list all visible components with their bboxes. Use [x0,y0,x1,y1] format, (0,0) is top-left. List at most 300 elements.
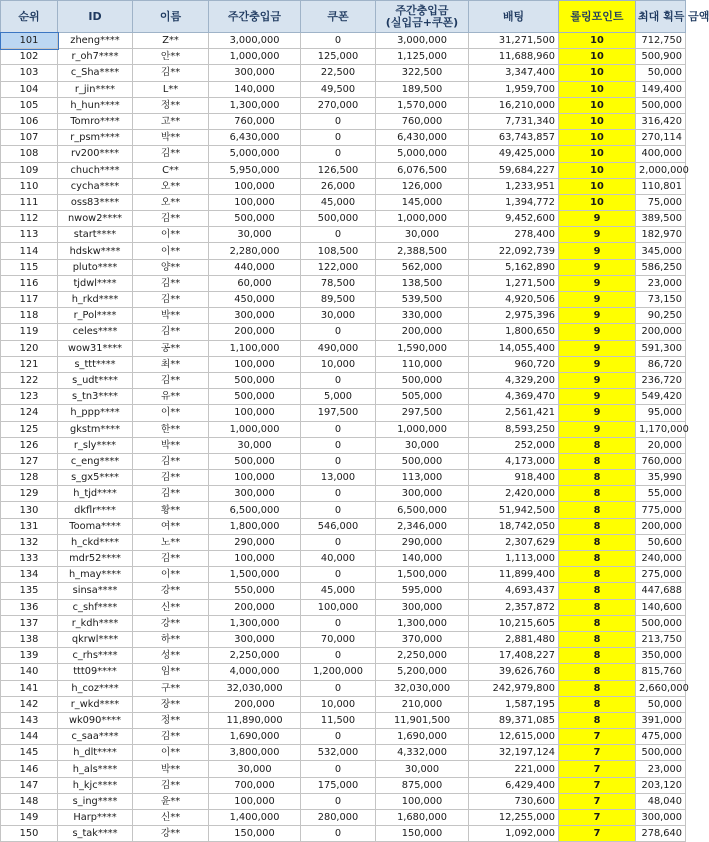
cell-total-deposit[interactable]: 100,000 [376,793,469,809]
cell-coupon[interactable]: 122,000 [301,259,376,275]
cell-coupon[interactable]: 0 [301,130,376,146]
cell-total-deposit[interactable]: 1,300,000 [376,615,469,631]
cell-rolling-point[interactable]: 7 [559,793,636,809]
cell-id[interactable]: cycha**** [58,178,133,194]
cell-max-win[interactable]: 200,000 [636,518,686,534]
cell-max-win[interactable]: 447,688 [636,583,686,599]
cell-total-deposit[interactable]: 595,000 [376,583,469,599]
cell-rank[interactable]: 105 [1,97,58,113]
cell-rank[interactable]: 115 [1,259,58,275]
cell-max-win[interactable]: 316,420 [636,113,686,129]
cell-rank[interactable]: 110 [1,178,58,194]
cell-weekly-deposit[interactable]: 100,000 [209,551,301,567]
cell-coupon[interactable]: 0 [301,33,376,49]
cell-total-deposit[interactable]: 145,000 [376,194,469,210]
cell-id[interactable]: hdskw**** [58,243,133,259]
cell-id[interactable]: h_als**** [58,761,133,777]
cell-total-deposit[interactable]: 300,000 [376,599,469,615]
cell-bet[interactable]: 49,425,000 [469,146,559,162]
cell-name[interactable]: 장** [133,696,209,712]
cell-max-win[interactable]: 400,000 [636,146,686,162]
cell-bet[interactable]: 2,975,396 [469,308,559,324]
cell-rolling-point[interactable]: 8 [559,712,636,728]
cell-bet[interactable]: 5,162,890 [469,259,559,275]
cell-weekly-deposit[interactable]: 100,000 [209,405,301,421]
cell-rolling-point[interactable]: 10 [559,130,636,146]
cell-total-deposit[interactable]: 30,000 [376,227,469,243]
cell-rolling-point[interactable]: 7 [559,826,636,842]
cell-coupon[interactable]: 126,500 [301,162,376,178]
cell-max-win[interactable]: 95,000 [636,405,686,421]
cell-id[interactable]: h_ppp**** [58,405,133,421]
cell-weekly-deposit[interactable]: 300,000 [209,631,301,647]
cell-rank[interactable]: 146 [1,761,58,777]
cell-max-win[interactable]: 760,000 [636,453,686,469]
cell-max-win[interactable]: 350,000 [636,648,686,664]
cell-coupon[interactable]: 22,500 [301,65,376,81]
cell-max-win[interactable]: 110,801 [636,178,686,194]
cell-max-win[interactable]: 55,000 [636,486,686,502]
cell-id[interactable]: r_Pol**** [58,308,133,324]
cell-total-deposit[interactable]: 760,000 [376,113,469,129]
cell-coupon[interactable]: 0 [301,826,376,842]
cell-rank[interactable]: 125 [1,421,58,437]
cell-weekly-deposit[interactable]: 500,000 [209,211,301,227]
cell-name[interactable]: 강** [133,615,209,631]
cell-max-win[interactable]: 500,000 [636,615,686,631]
cell-bet[interactable]: 11,688,960 [469,49,559,65]
cell-weekly-deposit[interactable]: 300,000 [209,308,301,324]
cell-total-deposit[interactable]: 6,430,000 [376,130,469,146]
cell-rolling-point[interactable]: 10 [559,178,636,194]
cell-weekly-deposit[interactable]: 3,800,000 [209,745,301,761]
cell-total-deposit[interactable]: 2,250,000 [376,648,469,664]
cell-rolling-point[interactable]: 9 [559,324,636,340]
cell-rolling-point[interactable]: 8 [559,551,636,567]
cell-weekly-deposit[interactable]: 2,250,000 [209,648,301,664]
cell-rolling-point[interactable]: 9 [559,372,636,388]
cell-max-win[interactable]: 275,000 [636,567,686,583]
cell-rank[interactable]: 120 [1,340,58,356]
cell-weekly-deposit[interactable]: 500,000 [209,372,301,388]
cell-name[interactable]: 김** [133,372,209,388]
cell-coupon[interactable]: 0 [301,227,376,243]
cell-total-deposit[interactable]: 140,000 [376,551,469,567]
cell-coupon[interactable]: 175,000 [301,777,376,793]
cell-total-deposit[interactable]: 1,000,000 [376,421,469,437]
cell-weekly-deposit[interactable]: 440,000 [209,259,301,275]
cell-name[interactable]: 이** [133,243,209,259]
cell-rolling-point[interactable]: 9 [559,308,636,324]
cell-bet[interactable]: 14,055,400 [469,340,559,356]
cell-total-deposit[interactable]: 4,332,000 [376,745,469,761]
header-rolling-point[interactable]: 롤링포인트 [559,1,636,33]
cell-id[interactable]: c_shf**** [58,599,133,615]
cell-bet[interactable]: 18,742,050 [469,518,559,534]
cell-coupon[interactable]: 270,000 [301,97,376,113]
cell-id[interactable]: wow31**** [58,340,133,356]
cell-rolling-point[interactable]: 8 [559,453,636,469]
cell-weekly-deposit[interactable]: 1,800,000 [209,518,301,534]
cell-name[interactable]: 공** [133,340,209,356]
cell-weekly-deposit[interactable]: 300,000 [209,65,301,81]
cell-total-deposit[interactable]: 370,000 [376,631,469,647]
cell-max-win[interactable]: 50,600 [636,534,686,550]
cell-bet[interactable]: 1,271,500 [469,275,559,291]
cell-weekly-deposit[interactable]: 450,000 [209,292,301,308]
cell-weekly-deposit[interactable]: 4,000,000 [209,664,301,680]
cell-id[interactable]: r_wkd**** [58,696,133,712]
cell-rank[interactable]: 131 [1,518,58,534]
cell-id[interactable]: start**** [58,227,133,243]
cell-coupon[interactable]: 45,000 [301,194,376,210]
cell-id[interactable]: s_ing**** [58,793,133,809]
cell-bet[interactable]: 4,693,437 [469,583,559,599]
cell-rank[interactable]: 143 [1,712,58,728]
cell-rank[interactable]: 121 [1,356,58,372]
cell-name[interactable]: 김** [133,777,209,793]
cell-coupon[interactable]: 0 [301,421,376,437]
cell-rolling-point[interactable]: 8 [559,534,636,550]
cell-name[interactable]: 이** [133,405,209,421]
cell-total-deposit[interactable]: 1,680,000 [376,810,469,826]
cell-max-win[interactable]: 500,900 [636,49,686,65]
cell-name[interactable]: 한** [133,421,209,437]
cell-rank[interactable]: 113 [1,227,58,243]
cell-rolling-point[interactable]: 9 [559,243,636,259]
cell-total-deposit[interactable]: 6,076,500 [376,162,469,178]
cell-weekly-deposit[interactable]: 500,000 [209,453,301,469]
cell-rank[interactable]: 141 [1,680,58,696]
cell-rank[interactable]: 123 [1,389,58,405]
cell-rank[interactable]: 101 [1,33,58,49]
cell-id[interactable]: s_tak**** [58,826,133,842]
cell-id[interactable]: r_sly**** [58,437,133,453]
cell-name[interactable]: Z** [133,33,209,49]
cell-coupon[interactable]: 0 [301,761,376,777]
cell-id[interactable]: h_dlt**** [58,745,133,761]
cell-name[interactable]: 황** [133,502,209,518]
cell-id[interactable]: c_saa**** [58,729,133,745]
cell-max-win[interactable]: 20,000 [636,437,686,453]
cell-total-deposit[interactable]: 11,901,500 [376,712,469,728]
cell-coupon[interactable]: 0 [301,534,376,550]
cell-coupon[interactable]: 0 [301,146,376,162]
cell-weekly-deposit[interactable]: 30,000 [209,437,301,453]
cell-coupon[interactable]: 70,000 [301,631,376,647]
cell-bet[interactable]: 7,731,340 [469,113,559,129]
cell-weekly-deposit[interactable]: 1,300,000 [209,615,301,631]
cell-total-deposit[interactable]: 1,125,000 [376,49,469,65]
cell-rank[interactable]: 149 [1,810,58,826]
cell-total-deposit[interactable]: 113,000 [376,470,469,486]
cell-total-deposit[interactable]: 1,590,000 [376,340,469,356]
cell-total-deposit[interactable]: 210,000 [376,696,469,712]
cell-total-deposit[interactable]: 1,690,000 [376,729,469,745]
cell-id[interactable]: c_Sha**** [58,65,133,81]
cell-max-win[interactable]: 203,120 [636,777,686,793]
cell-max-win[interactable]: 270,114 [636,130,686,146]
cell-total-deposit[interactable]: 330,000 [376,308,469,324]
cell-id[interactable]: tjdwl**** [58,275,133,291]
cell-max-win[interactable]: 2,660,000 [636,680,686,696]
cell-bet[interactable]: 10,215,605 [469,615,559,631]
cell-rolling-point[interactable]: 7 [559,761,636,777]
cell-rolling-point[interactable]: 10 [559,65,636,81]
cell-rank[interactable]: 144 [1,729,58,745]
cell-total-deposit[interactable]: 200,000 [376,324,469,340]
cell-bet[interactable]: 1,800,650 [469,324,559,340]
cell-max-win[interactable]: 149,400 [636,81,686,97]
cell-name[interactable]: 강** [133,583,209,599]
cell-rolling-point[interactable]: 8 [559,599,636,615]
cell-max-win[interactable]: 586,250 [636,259,686,275]
cell-bet[interactable]: 242,979,800 [469,680,559,696]
cell-max-win[interactable]: 213,750 [636,631,686,647]
cell-rank[interactable]: 104 [1,81,58,97]
cell-total-deposit[interactable]: 500,000 [376,372,469,388]
cell-name[interactable]: 신** [133,599,209,615]
cell-rank[interactable]: 109 [1,162,58,178]
cell-name[interactable]: 신** [133,810,209,826]
cell-name[interactable]: 이** [133,567,209,583]
cell-rank[interactable]: 133 [1,551,58,567]
cell-weekly-deposit[interactable]: 6,500,000 [209,502,301,518]
cell-name[interactable]: 정** [133,97,209,113]
cell-rolling-point[interactable]: 8 [559,518,636,534]
cell-max-win[interactable]: 86,720 [636,356,686,372]
cell-max-win[interactable]: 236,720 [636,372,686,388]
cell-weekly-deposit[interactable]: 200,000 [209,324,301,340]
cell-id[interactable]: c_eng**** [58,453,133,469]
cell-rolling-point[interactable]: 10 [559,146,636,162]
cell-rolling-point[interactable]: 9 [559,227,636,243]
cell-weekly-deposit[interactable]: 5,950,000 [209,162,301,178]
cell-max-win[interactable]: 345,000 [636,243,686,259]
cell-bet[interactable]: 8,593,250 [469,421,559,437]
cell-weekly-deposit[interactable]: 700,000 [209,777,301,793]
cell-name[interactable]: 유** [133,389,209,405]
cell-total-deposit[interactable]: 32,030,000 [376,680,469,696]
header-rank[interactable]: 순위 [1,1,58,33]
cell-bet[interactable]: 2,357,872 [469,599,559,615]
cell-weekly-deposit[interactable]: 5,000,000 [209,146,301,162]
cell-id[interactable]: qkrwl**** [58,631,133,647]
cell-name[interactable]: 김** [133,146,209,162]
cell-coupon[interactable]: 45,000 [301,583,376,599]
cell-max-win[interactable]: 50,000 [636,65,686,81]
cell-name[interactable]: 김** [133,292,209,308]
cell-name[interactable]: 김** [133,65,209,81]
cell-bet[interactable]: 6,429,400 [469,777,559,793]
cell-weekly-deposit[interactable]: 1,100,000 [209,340,301,356]
cell-rank[interactable]: 136 [1,599,58,615]
cell-weekly-deposit[interactable]: 60,000 [209,275,301,291]
cell-bet[interactable]: 12,255,000 [469,810,559,826]
cell-id[interactable]: gkstm**** [58,421,133,437]
cell-rank[interactable]: 147 [1,777,58,793]
cell-id[interactable]: pluto**** [58,259,133,275]
cell-id[interactable]: Tomro**** [58,113,133,129]
cell-weekly-deposit[interactable]: 100,000 [209,356,301,372]
cell-coupon[interactable]: 0 [301,372,376,388]
cell-max-win[interactable]: 1,170,000 [636,421,686,437]
cell-bet[interactable]: 4,369,470 [469,389,559,405]
cell-name[interactable]: 노** [133,534,209,550]
cell-total-deposit[interactable]: 1,000,000 [376,211,469,227]
cell-max-win[interactable]: 500,000 [636,97,686,113]
cell-rank[interactable]: 137 [1,615,58,631]
cell-bet[interactable]: 3,347,400 [469,65,559,81]
cell-rank[interactable]: 132 [1,534,58,550]
cell-name[interactable]: 오** [133,194,209,210]
cell-bet[interactable]: 22,092,739 [469,243,559,259]
cell-rolling-point[interactable]: 7 [559,745,636,761]
cell-rolling-point[interactable]: 8 [559,631,636,647]
cell-rank[interactable]: 103 [1,65,58,81]
header-name[interactable]: 이름 [133,1,209,33]
cell-rank[interactable]: 112 [1,211,58,227]
cell-max-win[interactable]: 23,000 [636,275,686,291]
cell-name[interactable]: 구** [133,680,209,696]
cell-total-deposit[interactable]: 1,570,000 [376,97,469,113]
cell-coupon[interactable]: 1,200,000 [301,664,376,680]
cell-weekly-deposit[interactable]: 200,000 [209,599,301,615]
header-max-win[interactable]: 최대 획득 금액 [636,1,686,33]
cell-coupon[interactable]: 13,000 [301,470,376,486]
cell-coupon[interactable]: 0 [301,793,376,809]
cell-max-win[interactable]: 815,760 [636,664,686,680]
cell-max-win[interactable]: 50,000 [636,696,686,712]
cell-rank[interactable]: 139 [1,648,58,664]
cell-rolling-point[interactable]: 9 [559,275,636,291]
cell-name[interactable]: 윤** [133,793,209,809]
cell-coupon[interactable]: 0 [301,113,376,129]
cell-rolling-point[interactable]: 9 [559,405,636,421]
cell-id[interactable]: mdr52**** [58,551,133,567]
cell-max-win[interactable]: 140,600 [636,599,686,615]
cell-coupon[interactable]: 0 [301,486,376,502]
cell-weekly-deposit[interactable]: 32,030,000 [209,680,301,696]
cell-rolling-point[interactable]: 9 [559,421,636,437]
cell-weekly-deposit[interactable]: 500,000 [209,389,301,405]
cell-id[interactable]: h_hun**** [58,97,133,113]
cell-max-win[interactable]: 200,000 [636,324,686,340]
cell-coupon[interactable]: 0 [301,437,376,453]
cell-name[interactable]: 여** [133,518,209,534]
cell-max-win[interactable]: 391,000 [636,712,686,728]
cell-name[interactable]: 이** [133,745,209,761]
cell-weekly-deposit[interactable]: 2,280,000 [209,243,301,259]
cell-bet[interactable]: 51,942,500 [469,502,559,518]
cell-bet[interactable]: 918,400 [469,470,559,486]
cell-weekly-deposit[interactable]: 100,000 [209,793,301,809]
header-weekly-deposit[interactable]: 주간충입금 [209,1,301,33]
cell-name[interactable]: 오** [133,178,209,194]
cell-id[interactable]: s_tn3**** [58,389,133,405]
cell-total-deposit[interactable]: 138,500 [376,275,469,291]
cell-rolling-point[interactable]: 7 [559,777,636,793]
cell-bet[interactable]: 63,743,857 [469,130,559,146]
cell-id[interactable]: oss83**** [58,194,133,210]
cell-weekly-deposit[interactable]: 550,000 [209,583,301,599]
cell-total-deposit[interactable]: 5,200,000 [376,664,469,680]
cell-coupon[interactable]: 11,500 [301,712,376,728]
cell-rank[interactable]: 114 [1,243,58,259]
cell-id[interactable]: rv200**** [58,146,133,162]
cell-weekly-deposit[interactable]: 30,000 [209,227,301,243]
cell-name[interactable]: 강** [133,826,209,842]
cell-bet[interactable]: 32,197,124 [469,745,559,761]
cell-coupon[interactable]: 100,000 [301,599,376,615]
cell-bet[interactable]: 1,394,772 [469,194,559,210]
cell-rank[interactable]: 102 [1,49,58,65]
cell-bet[interactable]: 89,371,085 [469,712,559,728]
cell-total-deposit[interactable]: 297,500 [376,405,469,421]
cell-coupon[interactable]: 108,500 [301,243,376,259]
cell-total-deposit[interactable]: 126,000 [376,178,469,194]
cell-rank[interactable]: 134 [1,567,58,583]
cell-rank[interactable]: 111 [1,194,58,210]
cell-rolling-point[interactable]: 8 [559,486,636,502]
cell-rolling-point[interactable]: 10 [559,162,636,178]
cell-id[interactable]: h_may**** [58,567,133,583]
cell-name[interactable]: 김** [133,453,209,469]
cell-weekly-deposit[interactable]: 140,000 [209,81,301,97]
cell-max-win[interactable]: 500,000 [636,745,686,761]
cell-coupon[interactable]: 26,000 [301,178,376,194]
cell-total-deposit[interactable]: 2,346,000 [376,518,469,534]
cell-max-win[interactable]: 389,500 [636,211,686,227]
cell-weekly-deposit[interactable]: 3,000,000 [209,33,301,49]
cell-max-win[interactable]: 182,970 [636,227,686,243]
cell-weekly-deposit[interactable]: 760,000 [209,113,301,129]
cell-name[interactable]: 김** [133,324,209,340]
cell-name[interactable]: 이** [133,227,209,243]
cell-rank[interactable]: 116 [1,275,58,291]
cell-coupon[interactable]: 280,000 [301,810,376,826]
cell-total-deposit[interactable]: 562,000 [376,259,469,275]
cell-bet[interactable]: 16,210,000 [469,97,559,113]
cell-id[interactable]: dkflr**** [58,502,133,518]
cell-max-win[interactable]: 73,150 [636,292,686,308]
cell-rank[interactable]: 119 [1,324,58,340]
cell-total-deposit[interactable]: 500,000 [376,453,469,469]
header-bet[interactable]: 배팅 [469,1,559,33]
cell-total-deposit[interactable]: 30,000 [376,437,469,453]
cell-rank[interactable]: 129 [1,486,58,502]
cell-id[interactable]: h_rkd**** [58,292,133,308]
cell-bet[interactable]: 2,420,000 [469,486,559,502]
cell-max-win[interactable]: 35,990 [636,470,686,486]
cell-max-win[interactable]: 90,250 [636,308,686,324]
cell-rolling-point[interactable]: 8 [559,437,636,453]
cell-weekly-deposit[interactable]: 1,500,000 [209,567,301,583]
cell-total-deposit[interactable]: 300,000 [376,486,469,502]
cell-max-win[interactable]: 591,300 [636,340,686,356]
cell-bet[interactable]: 252,000 [469,437,559,453]
cell-name[interactable]: 박** [133,130,209,146]
cell-total-deposit[interactable]: 2,388,500 [376,243,469,259]
cell-max-win[interactable]: 2,000,000 [636,162,686,178]
cell-rolling-point[interactable]: 8 [559,502,636,518]
cell-bet[interactable]: 221,000 [469,761,559,777]
cell-weekly-deposit[interactable]: 200,000 [209,696,301,712]
cell-rolling-point[interactable]: 9 [559,211,636,227]
cell-id[interactable]: sinsa**** [58,583,133,599]
cell-rank[interactable]: 127 [1,453,58,469]
cell-rolling-point[interactable]: 10 [559,33,636,49]
